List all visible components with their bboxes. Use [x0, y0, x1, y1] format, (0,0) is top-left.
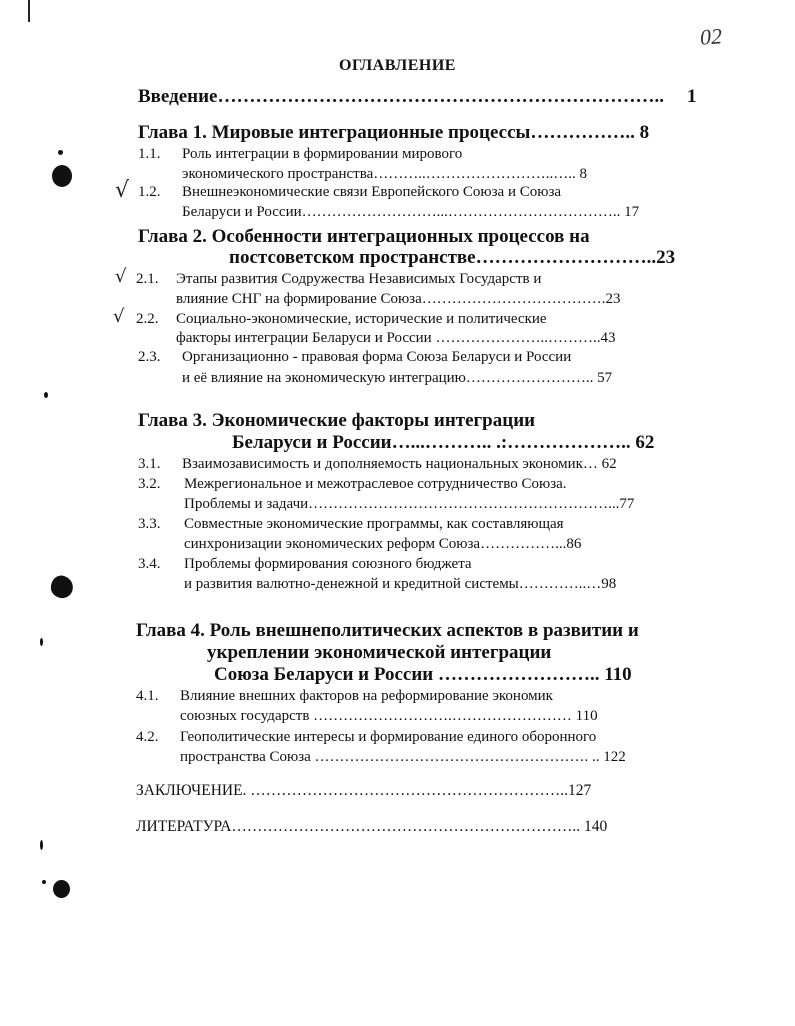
section-4-2-line2: пространства Союза ………………………………………………. .. 122	[180, 749, 626, 765]
section-3-1-line1: Взаимозависимость и дополняемость национальных экономик… 62	[182, 456, 617, 472]
section-4-1-line1: Влияние внешних факторов на реформирование экономик	[180, 688, 553, 704]
chapter-4-heading-line3: Союза Беларуси и России …………………….. 110	[214, 664, 632, 685]
section-2-3-line2: и её влияние на экономическую интеграцию…………………….. 57	[182, 370, 613, 386]
scan-speck	[44, 392, 48, 398]
section-number: 4.1.	[136, 688, 159, 704]
checkmark-icon: √	[115, 266, 127, 287]
toc-literature: ЛИТЕРАТУРА………………………………………………………….. 140	[136, 818, 608, 835]
section-3-4-line2: и развития валютно-денежной и кредитной системы…………..…98	[184, 576, 617, 592]
section-2-3-line1: Организационно - правовая форма Союза Беларуси и России	[182, 349, 572, 365]
chapter-2-heading-line1: Глава 2. Особенности интеграционных процессов на	[138, 226, 590, 247]
scan-speck	[58, 150, 63, 155]
handwritten-page-mark: 02	[699, 23, 723, 50]
toc-conclusion: ЗАКЛЮЧЕНИЕ. ……………………………………………………..127	[136, 782, 592, 799]
section-2-2-line2: факторы интеграции Беларуси и России …………………..………..43	[176, 330, 616, 346]
checkmark-icon: √	[115, 178, 130, 203]
chapter-4-heading-line1: Глава 4. Роль внешнеполитических аспектов в развитии и	[136, 620, 639, 641]
scan-speck	[40, 638, 43, 646]
section-number: 1.1.	[138, 146, 161, 162]
section-4-1-line2: союзных государств ……………………….…………………… 110	[180, 708, 598, 724]
chapter-3-heading-line1: Глава 3. Экономические факторы интеграции	[138, 410, 536, 431]
section-number: 4.2.	[136, 729, 159, 745]
chapter-1-heading: Глава 1. Мировые интеграционные процессы…………….. 8	[138, 122, 650, 143]
page-title: ОГЛАВЛЕНИЕ	[339, 57, 456, 74]
section-number: 3.4.	[138, 556, 161, 572]
section-1-1-line1: Роль интеграции в формировании мирового	[182, 146, 463, 162]
chapter-2-heading-line2: постсоветском пространстве………………………..23	[229, 247, 676, 268]
section-4-2-line1: Геополитические интересы и формирование единого оборонного	[180, 729, 597, 745]
section-number: 3.1.	[138, 456, 161, 472]
chapter-4-heading-line2: укреплении экономической интеграции	[207, 642, 552, 663]
section-1-2-line1: Внешнеэкономические связи Европейского Союза и Союза	[182, 184, 562, 200]
section-2-1-line2: влияние СНГ на формирование Союза……………………………….23	[176, 291, 621, 307]
scan-edge-mark	[28, 0, 30, 22]
section-number: 2.2.	[136, 311, 159, 327]
section-3-3-line2: синхронизации экономических реформ Союза……………...86	[184, 536, 582, 552]
chapter-3-heading-line2: Беларуси и России…...……….. .:……………….. 62	[232, 432, 655, 453]
section-2-1-line1: Этапы развития Содружества Независимых Государств и	[176, 271, 542, 287]
scan-speck	[40, 840, 43, 850]
section-3-2-line2: Проблемы и задачи……………………………………………………...77	[184, 496, 635, 512]
hole-punch-mark	[53, 880, 70, 898]
section-3-2-line1: Межрегиональное и межотраслевое сотрудничество Союза.	[184, 476, 567, 492]
section-number: 2.3.	[138, 349, 161, 365]
section-3-4-line1: Проблемы формирования союзного бюджета	[184, 556, 472, 572]
toc-intro-label: Введение……………………………………………………………..	[138, 86, 664, 107]
ink-blot-mark	[48, 573, 76, 601]
section-3-3-line1: Совместные экономические программы, как составляющая	[184, 516, 564, 532]
section-number: 1.2.	[138, 184, 161, 200]
hole-punch-mark	[52, 165, 72, 187]
section-2-2-line1: Социально-экономические, исторические и политические	[176, 311, 547, 327]
section-number: 3.3.	[138, 516, 161, 532]
section-number: 3.2.	[138, 476, 161, 492]
section-number: 2.1.	[136, 271, 159, 287]
section-1-2-line2: Беларуси и России………………………...…………………………….. 17	[182, 204, 640, 220]
checkmark-icon: √	[113, 306, 125, 327]
scan-speck	[42, 880, 46, 884]
section-1-1-line2: экономического пространства………..……………………..….. 8	[182, 166, 587, 182]
toc-intro-page: 1	[687, 86, 697, 107]
